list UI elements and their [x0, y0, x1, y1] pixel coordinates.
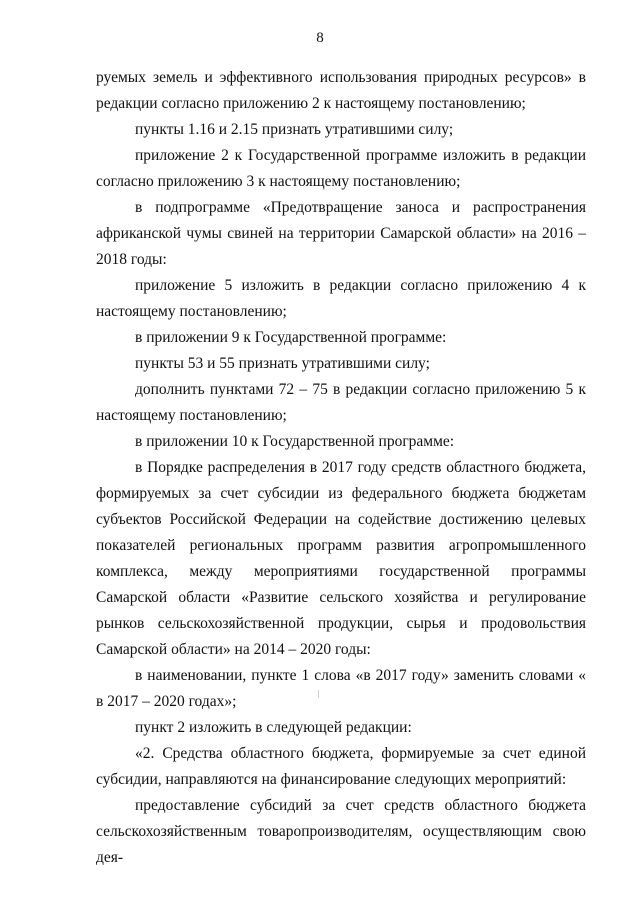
paragraph: в наименовании, пункте 1 слова «в 2017 году» заменить словами « в 2017 – 2020 годах»;: [96, 667, 586, 710]
paragraph: пункты 1.16 и 2.15 признать утратившими силу;: [135, 121, 454, 138]
paragraph: предоставление субсидий за счет средств областного бюджета сельскохозяйственным товаропроизводителям, осуществляющим свою дея-: [96, 797, 586, 866]
page-number: 8: [316, 30, 324, 46]
paragraph: в подпрограмме «Предотвращение заноса и распространения африканской чумы свиней на территории Самарской области» на 2016 – 2018 годы:: [96, 199, 586, 268]
paragraph: пункты 53 и 55 признать утратившими силу;: [135, 355, 430, 372]
paragraph: пункт 2 изложить в следующей редакции:: [135, 719, 412, 736]
paragraph: приложение 2 к Государственной программе изложить в редакции согласно приложению 3 к настоящему постановлению;: [96, 147, 586, 190]
paragraph: в приложении 9 к Государственной программе:: [135, 329, 447, 346]
paragraph: дополнить пунктами 72 – 75 в редакции согласно приложению 5 к настоящему постановлению;: [96, 381, 586, 424]
paragraph: приложение 5 изложить в редакции согласно приложению 4 к настоящему постановлению;: [96, 277, 586, 320]
paragraph: «2. Средства областного бюджета, формируемые за счет единой субсидии, направляются на финансирование следующих мероприятий:: [96, 745, 586, 788]
document-body: [96, 65, 586, 871]
paragraph: в приложении 10 к Государственной программе:: [135, 433, 455, 450]
paragraph: руемых земель и эффективного использования природных ресурсов» в редакции согласно приложению 2 к настоящему постановлению;: [96, 69, 586, 112]
paragraph: в Порядке распределения в 2017 году средств областного бюджета, формируемых за счет субсидии из федерального бюджета бюджетам субъектов Российской Федерации на содействие достижению целевых показателей региональных программ развития агропромышленного комплекса, между мероприятиями государственной программы Самарской области «Развитие сельского хозяйства и регулирование рынков сельскохозяйственной продукции, сырья и продовольствия Самарской области» на 2014 – 2020 годы:: [96, 459, 586, 658]
scan-artifact: [318, 690, 319, 698]
